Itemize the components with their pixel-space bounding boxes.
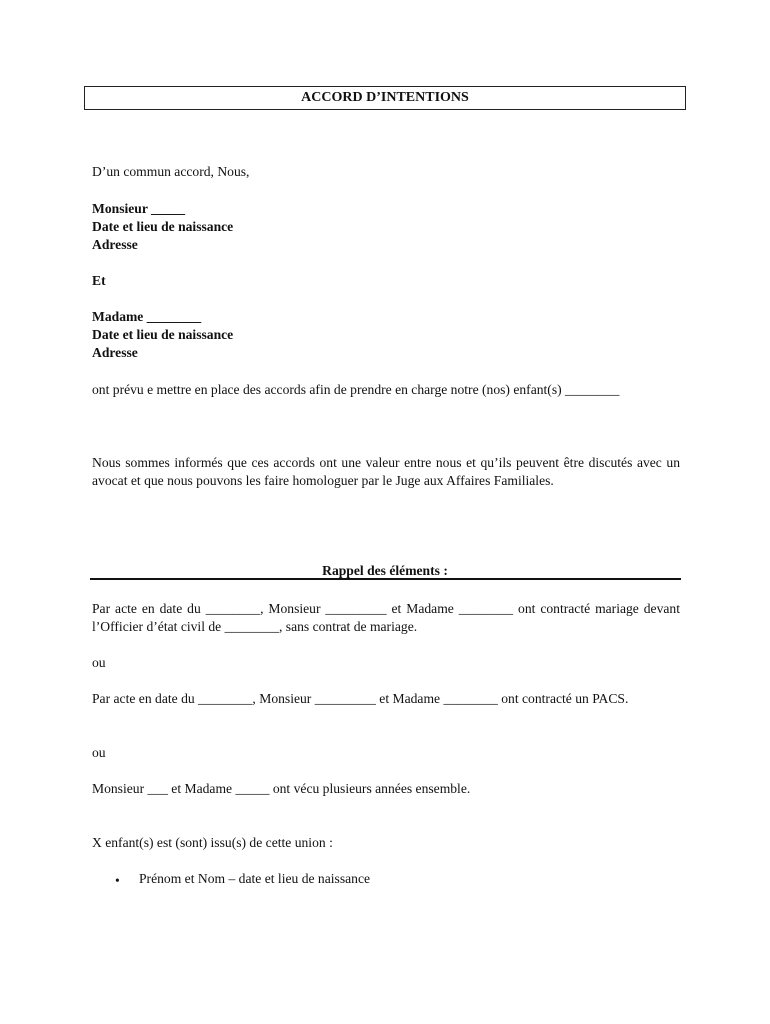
party2-address: Adresse (92, 345, 138, 360)
conjunction-et: Et (92, 273, 106, 288)
pacs-option: Par acte en date du ________, Monsieur _________ et Madame ________ ont contracté un PACS. (92, 691, 629, 706)
section-divider (90, 578, 681, 580)
informed-paragraph: Nous sommes informés que ces accords ont une valeur entre nous et qu’ils peuvent être discutés avec un avocat et que nous pouvons les faire homologuer par le Juge aux Affaires Familiales. (92, 455, 680, 488)
party1-name: Monsieur _____ (92, 201, 186, 216)
party2-name: Madame ________ (92, 309, 202, 324)
party2-birth: Date et lieu de naissance (92, 327, 234, 342)
child-list-item: Prénom et Nom – date et lieu de naissance (139, 871, 371, 886)
bullet-icon: • (115, 873, 120, 888)
party1-address: Adresse (92, 237, 138, 252)
marriage-option: Par acte en date du ________, Monsieur _________ et Madame ________ ont contracté mariage devant l’Officier d’état civil de ________, sans contrat de mariage. (92, 601, 680, 634)
party1-birth: Date et lieu de naissance (92, 219, 234, 234)
children-intro: X enfant(s) est (sont) issu(s) de cette union : (92, 835, 333, 850)
provision-paragraph: ont prévu e mettre en place des accords afin de prendre en charge notre (nos) enfant(s) ________ (92, 382, 620, 397)
intro-line: D’un commun accord, Nous, (92, 164, 250, 179)
section-title: Rappel des éléments : (322, 563, 448, 578)
or-separator-1: ou (92, 655, 106, 670)
cohabitation-option: Monsieur ___ et Madame _____ ont vécu plusieurs années ensemble. (92, 781, 471, 796)
or-separator-2: ou (92, 745, 106, 760)
document-title: ACCORD D’INTENTIONS (84, 86, 686, 110)
